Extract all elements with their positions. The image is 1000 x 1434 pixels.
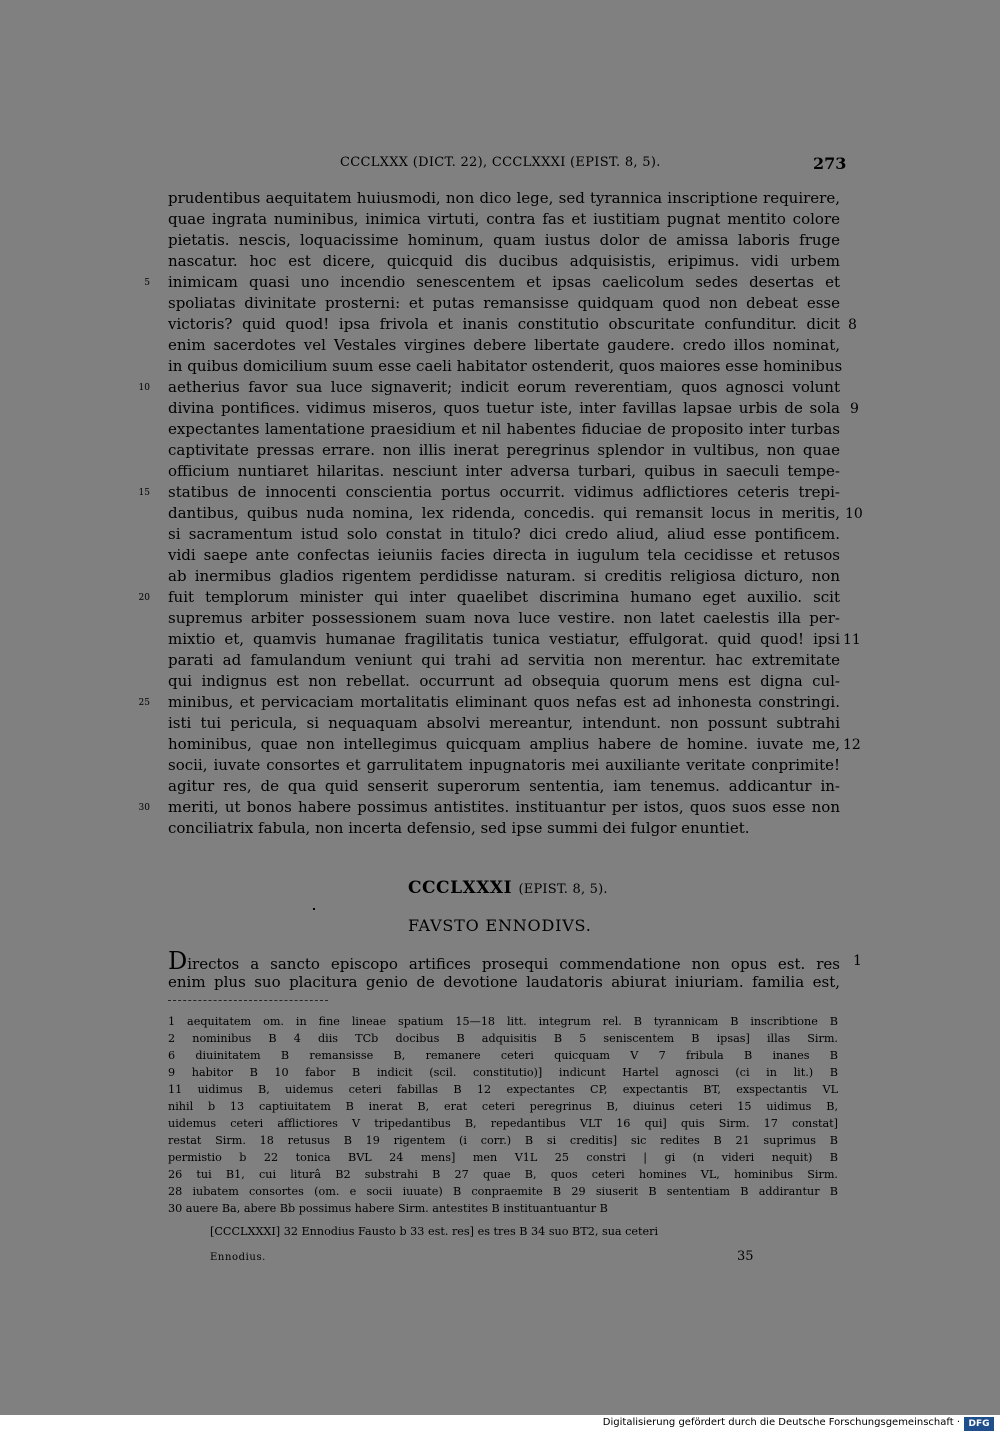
text-line: statibus de innocenti conscientia portus occurrit. vidimus adflictiores ceteris trepi- — [168, 483, 840, 501]
text-line: aetherius favor sua luce signaverit; indicit eorum reverentiam, quos agnosci volunt — [168, 378, 840, 396]
margin-number: 9 — [850, 401, 859, 417]
text-line: captivitate pressas errare. non illis inerat peregrinus splendor in vultibus, non quae — [168, 441, 840, 459]
text-line: hominibus, quae non intellegimus quicquam amplius habere de homine. iuvate me, — [168, 735, 840, 753]
text-line: mixtio et, quamvis humanae fragilitatis tunica vestiatur, effulgorat. quid quod! ipsi — [168, 630, 840, 648]
footnote-rule — [168, 1000, 328, 1001]
line-number: 10 — [138, 383, 150, 393]
signature-number: 35 — [737, 1249, 754, 1264]
section-reference: (EPIST. 8, 5). — [518, 882, 608, 897]
text-line: spoliatas divinitate prosterni: et putas remansisse quidquam quod non debeat esse — [168, 294, 840, 312]
text-line: officium nuntiaret hilaritas. nesciunt inter adversa turbari, quibus in saeculi tempe- — [168, 462, 840, 480]
ink-speck — [313, 908, 315, 910]
text-line: pietatis. nescis, loquacissime hominum, quam iustus dolor de amissa laboris fruge — [168, 231, 840, 249]
funding-credit: Digitalisierung gefördert durch die Deutsche Forschungsgemeinschaft · — [602, 1417, 960, 1428]
initial-letter: D — [168, 947, 188, 975]
text-line: prudentibus aequitatem huiusmodi, non dico lege, sed tyrannica inscriptione requirere, — [168, 189, 840, 207]
text-line: victoris? quid quod! ipsa frivola et inanis constitutio obscuritate confunditur. dicit — [168, 315, 840, 333]
text-line: inimicam quasi uno incendio senescentem et ipsas caelicolum sedes desertas et — [168, 273, 840, 291]
text-line: quae ingrata numinibus, inimica virtuti, contra fas et iustitiam pugnat mentito colore — [168, 210, 840, 228]
footnote-line: 30 auere Ba, abere Bb possimus habere Sirm. antestites B instituantuantur B — [168, 1202, 608, 1215]
text-line: meriti, ut bonos habere possimus antistites. instituantur per istos, quos suos esse non — [168, 798, 840, 816]
text-line: qui indignus est non rebellat. occurrunt ad obsequia quorum mens est digna cul- — [168, 672, 840, 690]
text-line: agitur res, de qua quid senserit superorum sententia, iam tenemus. addicantur in- — [168, 777, 840, 795]
text-line: nascatur. hoc est dicere, quicquid dis ducibus adquisistis, eripimus. vidi urbem — [168, 252, 840, 270]
text-line: in quibus domicilium suum esse caeli habitator ostenderit, quos maiores esse hominibus — [168, 357, 843, 375]
letter-line: enim plus suo placitura genio de devotione laudatoris abiurat iniuriam. familia est, — [168, 973, 840, 991]
text-line: conciliatrix fabula, non incerta defensio, sed ipse summi dei fulgor enuntiet. — [168, 819, 750, 837]
letter-line — [168, 947, 840, 975]
text-line: isti tui pericula, si nequaquam absolvi mereantur, intendunt. non possunt subtrahi — [168, 714, 840, 732]
margin-number: 1 — [853, 953, 862, 969]
text-line: dantibus, quibus nuda nomina, lex ridenda, concedis. qui remansit locus in meritis, — [168, 504, 840, 522]
letter-title: FAVSTO ENNODIVS. — [408, 916, 592, 935]
text-line: enim sacerdotes vel Vestales virgines debere libertate gaudere. credo illos nominat, — [168, 336, 840, 354]
section-number: CCCLXXXI — [408, 878, 513, 898]
dfg-logo-icon: DFG — [964, 1417, 994, 1431]
text-line: ab inermibus gladios rigentem perdidisse naturam. si creditis religiosa dicturo, non — [168, 567, 840, 585]
line-number: 5 — [144, 278, 150, 288]
footnote-line: 1 aequitatem om. in fine lineae spatium 15—18 litt. integrum rel. B tyrannicam B inscribtione B — [168, 1015, 838, 1028]
footnote-line: [CCCLXXXI] 32 Ennodius Fausto b 33 est. res] es tres B 34 suo BT2, sua ceteri — [210, 1225, 659, 1238]
footnote-line: 9 habitor B 10 fabor B indicit (scil. constitutio)] indicunt Hartel agnosci (ci in lit.) B — [168, 1066, 838, 1079]
footnote-line: restat Sirm. 18 retusus B 19 rigentem (i corr.) B si creditis] sic redites B 21 suprimus B — [168, 1134, 838, 1147]
line-number: 15 — [138, 488, 150, 498]
text-line: expectantes lamentatione praesidium et nil habentes fiduciae de proposito inter turbas — [168, 420, 840, 438]
footnote-line: permistio b 22 tonica BVL 24 mens] men V1L 25 constri | gi (n videri nequit) B — [168, 1151, 838, 1164]
footnote-line: uidemus ceteri afflictiores V tripedantibus B, repedantibus VLT 16 qui] quis Sirm. 17 constat] — [168, 1117, 838, 1130]
margin-number: 10 — [845, 506, 863, 522]
letter-line-rest: irectos a sancto episcopo artifices prosequi commendatione non opus est. res — [187, 955, 840, 973]
footnote-line: 6 diuinitatem B remansisse B, remanere ceteri quicquam V 7 fribula B inanes B — [168, 1049, 838, 1062]
credit-bar — [0, 1415, 1000, 1434]
margin-number: 8 — [848, 317, 857, 333]
text-line: supremus arbiter possessionem suam nova luce vestire. non latet caelestis illa per- — [168, 609, 840, 627]
margin-number: 11 — [843, 632, 861, 648]
footnote-line: nihil b 13 captiuitatem B inerat B, erat ceteri peregrinus B, diuinus ceteri 15 uidimus B, — [168, 1100, 838, 1113]
line-number: 30 — [138, 803, 150, 813]
line-number: 25 — [138, 698, 150, 708]
footnote-line: 28 iubatem consortes (om. e socii iuuate) B conpraemite B 29 siuserit B sententiam B addirantur B — [168, 1185, 838, 1198]
text-line: socii, iuvate consortes et garrulitatem inpugnatoris mei auxiliante veritate conprimite! — [168, 756, 840, 774]
text-line: parati ad famulandum veniunt qui trahi ad servitia non merentur. hac extremitate — [168, 651, 840, 669]
footnote-line: 11 uidimus B, uidemus ceteri fabillas B 12 expectantes CP, expectantis BT, exspectantis VL — [168, 1083, 838, 1096]
text-line: minibus, et pervicaciam mortalitatis eliminant quos nefas est ad inhonesta constringi. — [168, 693, 840, 711]
section-heading — [408, 878, 608, 898]
text-line: vidi saepe ante confectas ieiuniis facies directa in iugulum tela cecidisse et retusos — [168, 546, 840, 564]
line-number: 20 — [138, 593, 150, 603]
text-line: divina pontifices. vidimus miseros, quos tuetur iste, inter favillas lapsae urbis de sola — [168, 399, 840, 417]
signature-mark: Ennodius. — [210, 1252, 266, 1263]
footnote-line: 2 nominibus B 4 diis TCb docibus B adquisitis B 5 seniscentem B ipsas] illas Sirm. — [168, 1032, 838, 1045]
footnote-line: 26 tui B1, cui liturâ B2 substrahi B 27 quae B, quos ceteri homines VL, hominibus Sirm. — [168, 1168, 838, 1181]
page-number: 273 — [813, 154, 847, 173]
text-line: si sacramentum istud solo constat in titulo? dici credo aliud, aliud esse pontificem. — [168, 525, 840, 543]
text-line: fuit templorum minister qui inter quaelibet discrimina humano eget auxilio. scit — [168, 588, 840, 606]
margin-number: 12 — [843, 737, 861, 753]
running-head: CCCLXXX (DICT. 22), CCCLXXXI (EPIST. 8, 5). — [340, 155, 661, 170]
